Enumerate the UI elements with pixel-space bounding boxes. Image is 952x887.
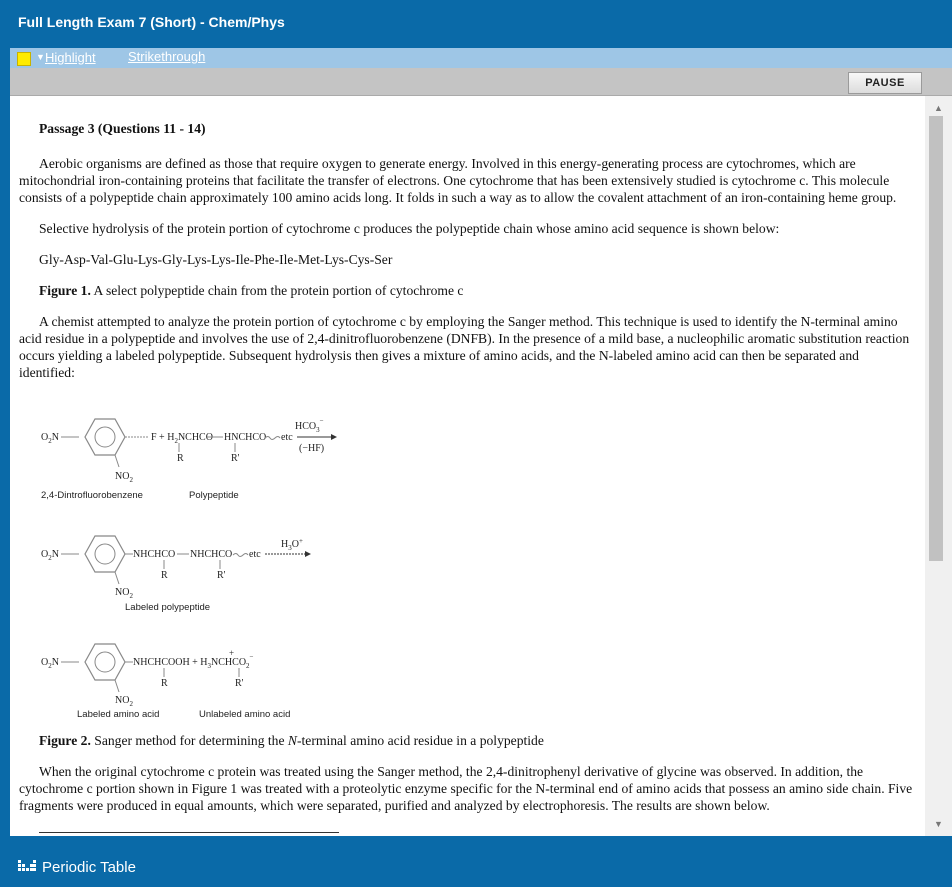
highlight-button[interactable]: Highlight [45,50,96,65]
figure-2-text-n: N [287,733,297,748]
svg-text:NO2: $NO_2$ [115,471,133,484]
highlight-color-swatch[interactable] [17,52,31,66]
periodic-table-icon[interactable] [18,858,36,872]
svg-text:(−HF): (−HF) [299,443,325,454]
scroll-up-icon[interactable]: ▲ [934,103,943,113]
strikethrough-button[interactable]: Strikethrough [128,49,206,64]
svg-text:etc: etc [281,432,293,443]
scroll-down-icon[interactable]: ▼ [934,819,943,829]
svg-text:NO2: $NO_2$ [115,587,133,600]
title-bar [0,0,952,46]
figure-1-label: Figure 1. [39,283,91,298]
svg-text:Labeled amino acid: Labeled amino acid [77,709,160,720]
svg-text:Labeled polypeptide: Labeled polypeptide [125,602,211,613]
svg-text:Polypeptide: Polypeptide [189,490,239,501]
svg-text:NHCHCO: NHCHCO [190,549,233,560]
passage-panel [10,96,925,836]
svg-text:R: R [177,453,184,464]
svg-text:F + H2NCHCO: $F + H_2NCHCO$ [151,432,213,445]
polypeptide-structure [151,432,293,501]
svg-text:etc: etc [249,549,261,560]
svg-text:R': R' [235,678,244,689]
svg-text:NHCHCOOH + H3NCHCO2−: NHCHCOOH + $H_3NCHCO_2^-$ [133,653,254,670]
figure-1-caption [39,282,916,299]
svg-text:R': R' [217,570,226,581]
figure-2-label: Figure 2. [39,733,91,748]
chevron-down-icon[interactable]: ▼ [36,52,45,62]
amino-acid-sequence: Gly-Asp-Val-Glu-Lys-Gly-Lys-Lys-Ile-Phe-Ile-Met-Lys-Cys-Ser [39,252,393,267]
svg-text:NHCHCO: NHCHCO [133,549,176,560]
svg-text:Unlabeled amino acid: Unlabeled amino acid [199,709,291,720]
reaction-arrow-2 [265,537,311,557]
footer-bar [0,837,952,887]
svg-text:R: R [161,678,168,689]
figure-2-text-b: -terminal amino acid residue in a polypeptide [297,733,544,748]
results-table-top [39,832,339,836]
labeled-polypeptide-structure [41,536,261,613]
passage-paragraph-2: Selective hydrolysis of the protein portion of cytochrome c produces the polypeptide chain whose amino acid sequence is shown below: [39,221,780,236]
svg-text:O2N: $O_2N$ [41,432,59,445]
svg-text:HCO3−: $HCO_3^-$ [295,417,324,434]
passage-heading: Passage 3 (Questions 11 - 14) [39,121,206,136]
svg-text:R: R [161,570,168,581]
dnfb-structure [41,419,149,501]
annotation-toolbar [10,48,952,68]
passage-paragraph-3: A chemist attempted to analyze the protein portion of cytochrome c by employing the Sanger method. This technique is used to identify the N-terminal amino acid residue in a polypeptide and involves the use of 2,4-dinitrofluorobenzene (DNFB). In the presence of a mild base, a nucleophilic aromatic substitution reaction occurs yielding a labeled polypeptide. Subsequent hydrolysis then gives a mixture of amino acids, and the N-labeled amino acid can then be separated and identified: [19,314,910,380]
passage-scrollbar[interactable] [925,96,952,836]
figure-2-text-a: Sanger method for determining the [90,733,288,748]
sanger-scheme [19,395,916,720]
svg-text:H3O+: $H_3O^+$ [281,537,303,552]
passage-paragraph-1: Aerobic organisms are defined as those that require oxygen to generate energy. Involved in this energy-generating process are cytochromes, which are mitochondrial iron-containing proteins that facilitate the transfer of electrons. One cytochrome that has been extensively studied is cytochrome c. This molecule consists of a polypeptide chain approximately 100 amino acids long. It folds in such a way as to allow the covalent attachment of an iron-containing heme group. [19,156,897,205]
svg-text:O2N: $O_2N$ [41,657,59,670]
reaction-arrow-1 [295,417,337,454]
labeled-amino-acid-structure [41,644,290,720]
figure-1-text: A select polypeptide chain from the protein portion of cytochrome c [90,283,464,298]
pause-bar [10,68,952,96]
svg-text:NO2: $NO_2$ [115,695,133,708]
scrollbar-thumb[interactable] [929,116,943,561]
passage-paragraph-4: When the original cytochrome c protein was treated using the Sanger method, the 2,4-dinitrophenyl derivative of glycine was observed. In addition, the cytochrome c portion shown in Figure 1 was treated with a proteolytic enzyme specific for the N-terminal end of amino acids that possess an amino side chain. Five fragments were produced in equal amounts, which were separated, purified and analyzed by electrophoresis. The results are shown below. [19,764,913,813]
pause-button[interactable]: PAUSE [848,72,922,94]
periodic-table-button[interactable]: Periodic Table [42,859,136,876]
sanger-scheme-drawing [19,395,919,720]
svg-text:2,4-Dintrofluorobenzene: 2,4-Dintrofluorobenzene [41,490,143,501]
svg-text:HNCHCO: HNCHCO [224,432,267,443]
window-title: Full Length Exam 7 (Short) - Chem/Phys [18,14,285,30]
svg-text:O2N: $O_2N$ [41,549,59,562]
svg-text:+: + [229,648,235,658]
svg-text:R': R' [231,453,240,464]
figure-2-caption [39,732,916,749]
